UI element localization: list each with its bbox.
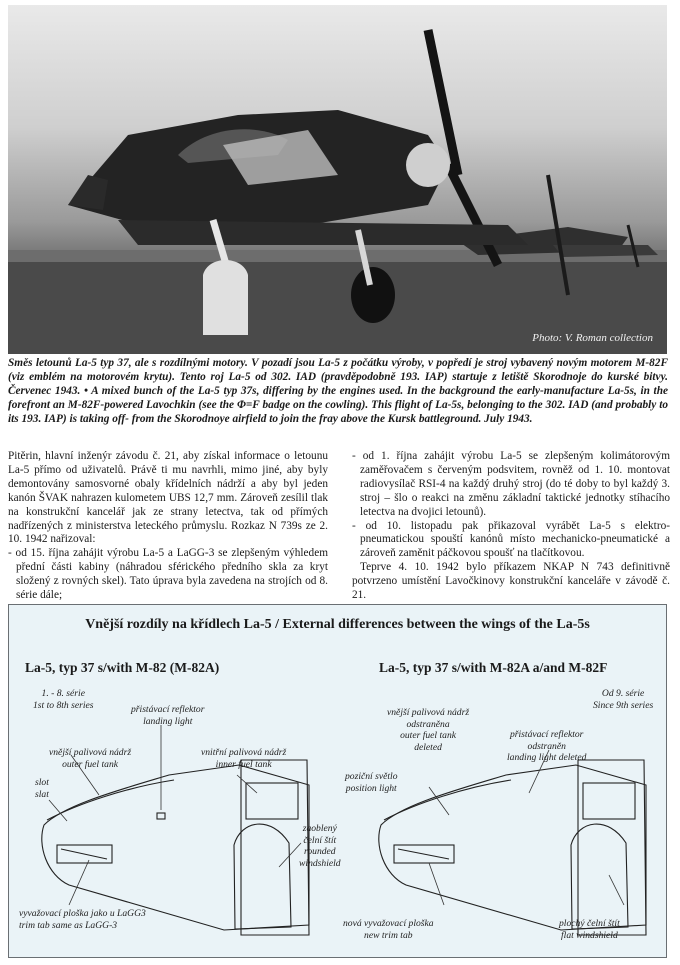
right-subtitle: La-5, typ 37 s/with M-82A a/and M-82F: [379, 660, 608, 675]
photo-credit: Photo: V. Roman collection: [532, 332, 653, 344]
left-windshield-label: zaoblený čelní štít rounded windshield: [299, 823, 341, 869]
left-landing-light-label: přistávací reflektor landing light: [131, 704, 205, 727]
left-inner-tank-label: vnitřní palivová nádrž inner fuel tank: [201, 747, 287, 770]
right-outro-paragraph: Teprve 4. 10. 1942 bylo příkazem NKAP N 743 definitivně potvrzeno umístění Lavočkinovy konstrukční kanceláře v závodě č. 21.: [352, 561, 670, 602]
left-outer-tank-label: vnější palivová nádrž outer fuel tank: [49, 747, 132, 770]
text-column-left: [8, 450, 328, 603]
photo-caption: Směs letounů La-5 typ 37, ale s rozdílnými motory. V pozadí jsou La-5 z počátku výroby, v popředí je stroj vybavený novým motorem M-82F (viz emblém na motorovém krytu). Tento roj La-5 od 302. IAD (pravděpodobně 193. IAP) startuje z letiště Skorodnoje do kurské bitvy. Červenec 1943. • A mixed bunch of the La-5 typ 37s, differing by the engines used. In the background the early-manufacture La-5s, in the forefront an M-82F-powered Lavochkin (see the Φ=F badge on the cowling). This flight of La-5s, belonging to the 302. IAD (and probably to its 193. IAP) is taking off- from the Skorodnoye airfield to join the fray above the Kursk battleground. July 1943.: [8, 357, 668, 426]
wing-comparison-diagram: [8, 604, 667, 958]
text-column-right: [352, 450, 670, 603]
aircraft-photo: [8, 5, 667, 354]
diagram-title: Vnější rozdíly na křídlech La-5 / External differences between the wings of the La-5s: [85, 617, 590, 632]
right-trim-tab-label: nová vyvažovací ploška new trim tab: [343, 918, 434, 941]
photo-illustration: [8, 5, 667, 354]
right-outer-tank-label: vnější palivová nádrž odstraněna outer fuel tank deleted: [387, 707, 470, 753]
right-list-item-2: - od 10. listopadu pak přikazoval vyrábět La-5 s elektro-pneumatickou spouští kanónů místo mechanicko-pneumatické a zároveň zaměnit páčkovou spoušť na tlačítkovou.: [352, 519, 670, 560]
wing-drawings: [9, 605, 666, 957]
right-landing-light-label: přistávací reflektor odstraněn landing light deleted: [507, 729, 587, 763]
right-series-label: Od 9. série Since 9th series: [593, 688, 654, 711]
left-list-item: - od 15. října zahájit výrobu La-5 a LaGG-3 se zlepšeným výhledem přední části kabiny (náhradou sférického předního skla za kryt složený z rovných skel). Tato úprava byla zavedena na strojích od 8. série dále;: [8, 547, 328, 602]
left-trim-tab-label: vyvažovací ploška jako u LaGG3 trim tab same as LaGG-3: [19, 908, 146, 931]
left-intro-paragraph: Pitěrin, hlavní inženýr závodu č. 21, aby získal informace o letounu La-5 přímo od uživatelů. Právě ti mu navrhli, mimo jiné, aby byly demontovány samosvorné obaly křídelních nádrží a aby byl jeden kanón ŠVAK nahrazen kulometem UBS 12,7 mm. Zároveň zesílil tlak na konstrukční kancelář jak ze strany letectva, tak od přímých nadřízených z ministerstva leteckého průmyslu. Rozkaz N 739s ze 2. 10. 1942 nařizoval:: [8, 450, 328, 546]
left-subtitle: La-5, typ 37 s/with M-82 (M-82A): [25, 660, 220, 675]
left-series-label: 1. - 8. série 1st to 8th series: [33, 688, 94, 711]
left-slot-label: slot slat: [35, 777, 49, 800]
right-list-item-1: - od 1. října zahájit výrobu La-5 se zlepšeným kolimátorovým zaměřovačem s červeným podsvitem, rovněž od 1. 10. montovat radiovysílač RSI-4 na každý druhý stroj (do té doby to byl každý 3. stroj – šlo o reakci na změnu základní taktické jednotky stíhacího letectva na dvojici letounů).: [352, 450, 670, 518]
right-position-light-label: poziční světlo position light: [345, 771, 398, 794]
right-windshield-label: plochý čelní štít flat windshield: [559, 918, 620, 941]
